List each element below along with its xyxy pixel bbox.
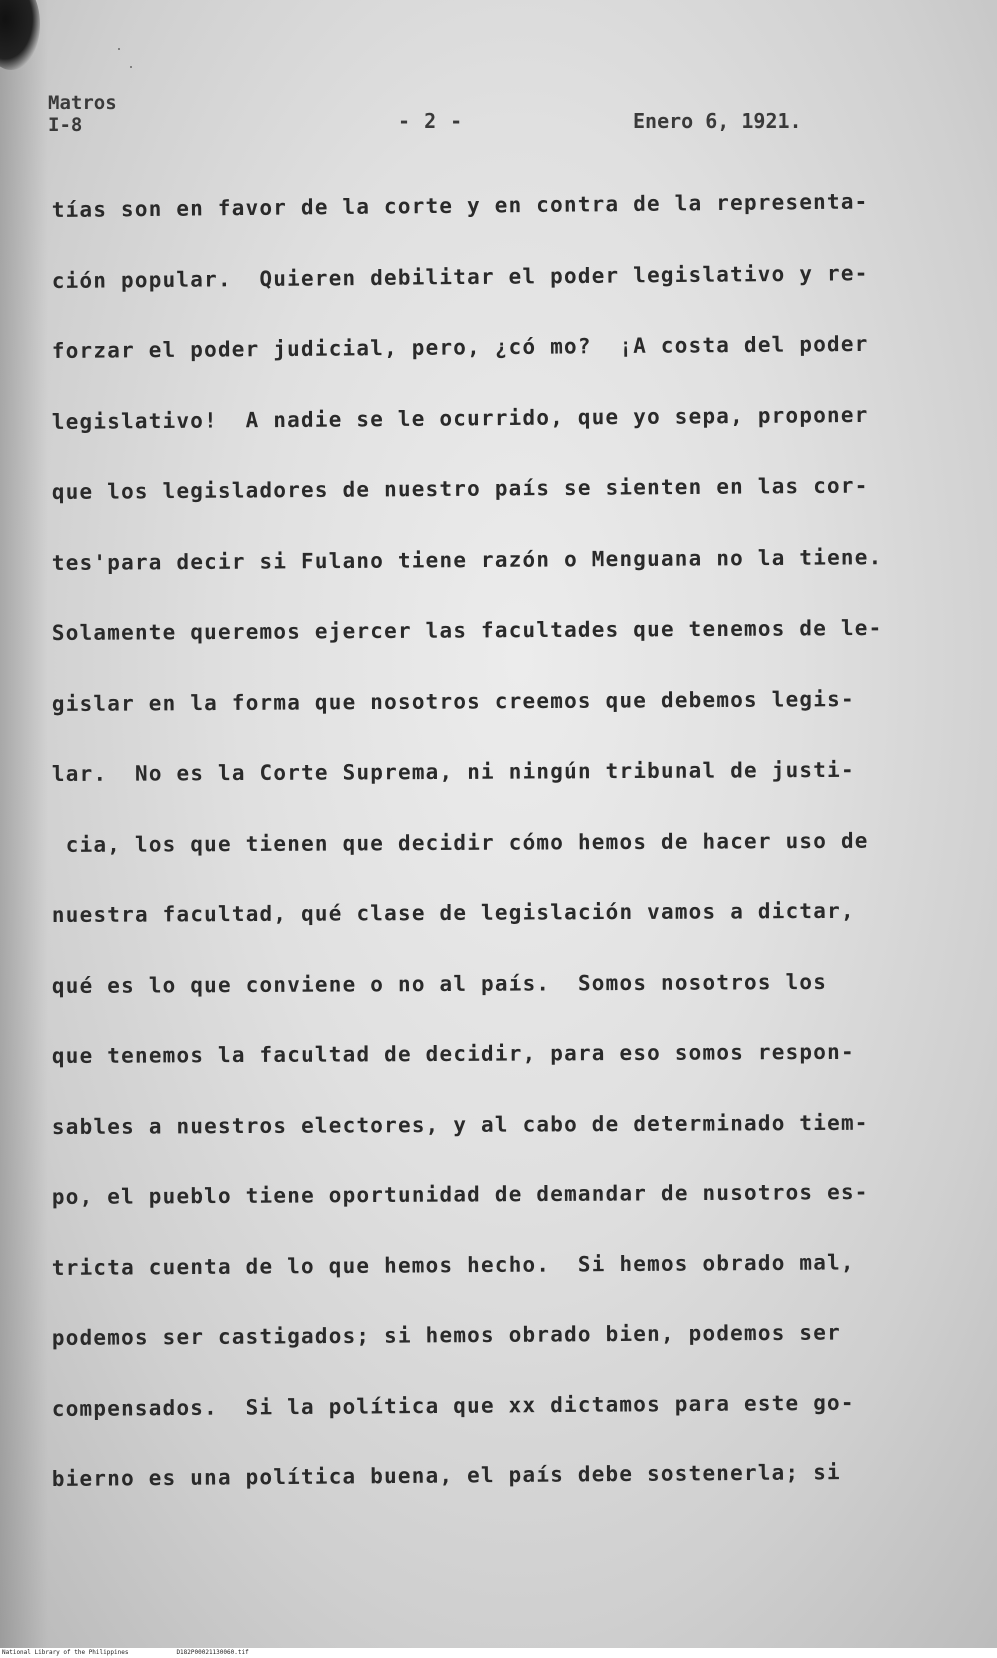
header-author: Matros	[48, 92, 117, 114]
text-line: legislativo! A nadie se le ocurrido, que yo sepa, proponer	[51, 402, 869, 434]
text-line: que tenemos la facultad de decidir, para eso somos respon-	[51, 1039, 855, 1069]
footer-file-code: D182P00021130060.tif	[176, 1649, 249, 1656]
text-line: cia, los que tienen que decidir cómo hemos de hacer uso de	[51, 828, 869, 857]
body-text	[51, 189, 942, 1538]
text-line: qué es lo que conviene o no al país. Somos nosotros los	[51, 969, 828, 998]
scan-footer	[0, 1648, 997, 1658]
text-line: gislar en la forma que nosotros creemos que debemos legis-	[51, 686, 855, 716]
text-line: po, el pueblo tiene oportunidad de demandar de nusotros es-	[51, 1180, 869, 1210]
text-line: tes'para decir si Fulano tiene razón o Menguana no la tiene.	[51, 544, 883, 575]
header-reference	[48, 92, 117, 136]
header-series: I-8	[48, 114, 83, 136]
text-line: Solamente queremos ejercer las facultades que tenemos de le-	[51, 615, 883, 646]
footer-institution: National Library of the Philippines	[2, 1649, 129, 1656]
text-line: que los legisladores de nuestro país se sienten en las cor-	[51, 473, 869, 505]
text-line: nuestra facultad, qué clase de legislación vamos a dictar,	[51, 898, 855, 928]
page-header	[48, 92, 848, 152]
document-date: Enero 6, 1921.	[633, 109, 802, 133]
text-line: ción popular. Quieren debilitar el poder legislativo y re-	[51, 260, 869, 293]
text-line: bierno es una política buena, el país debe sostenerla; si	[51, 1460, 841, 1492]
text-line: podemos ser castigados; si hemos obrado bien, podemos ser	[51, 1320, 841, 1351]
text-line: tías son en favor de la corte y en contra de la representa-	[51, 189, 869, 223]
text-line: forzar el poder judicial, pero, ¿có mo? ¡A costa del poder	[51, 331, 869, 364]
text-line: tricta cuenta de lo que hemos hecho. Si hemos obrado mal,	[51, 1249, 855, 1280]
speck	[130, 66, 132, 68]
speck	[118, 48, 120, 50]
text-line: sables a nuestros electores, y al cabo de determinado tiem-	[51, 1110, 869, 1139]
text-line: lar. No es la Corte Suprema, ni ningún tribunal de justi-	[51, 757, 855, 787]
text-line: compensados. Si la política que xx dictamos para este go-	[51, 1390, 855, 1421]
page-shadow	[0, 0, 48, 1648]
page-number: - 2 -	[398, 109, 464, 133]
